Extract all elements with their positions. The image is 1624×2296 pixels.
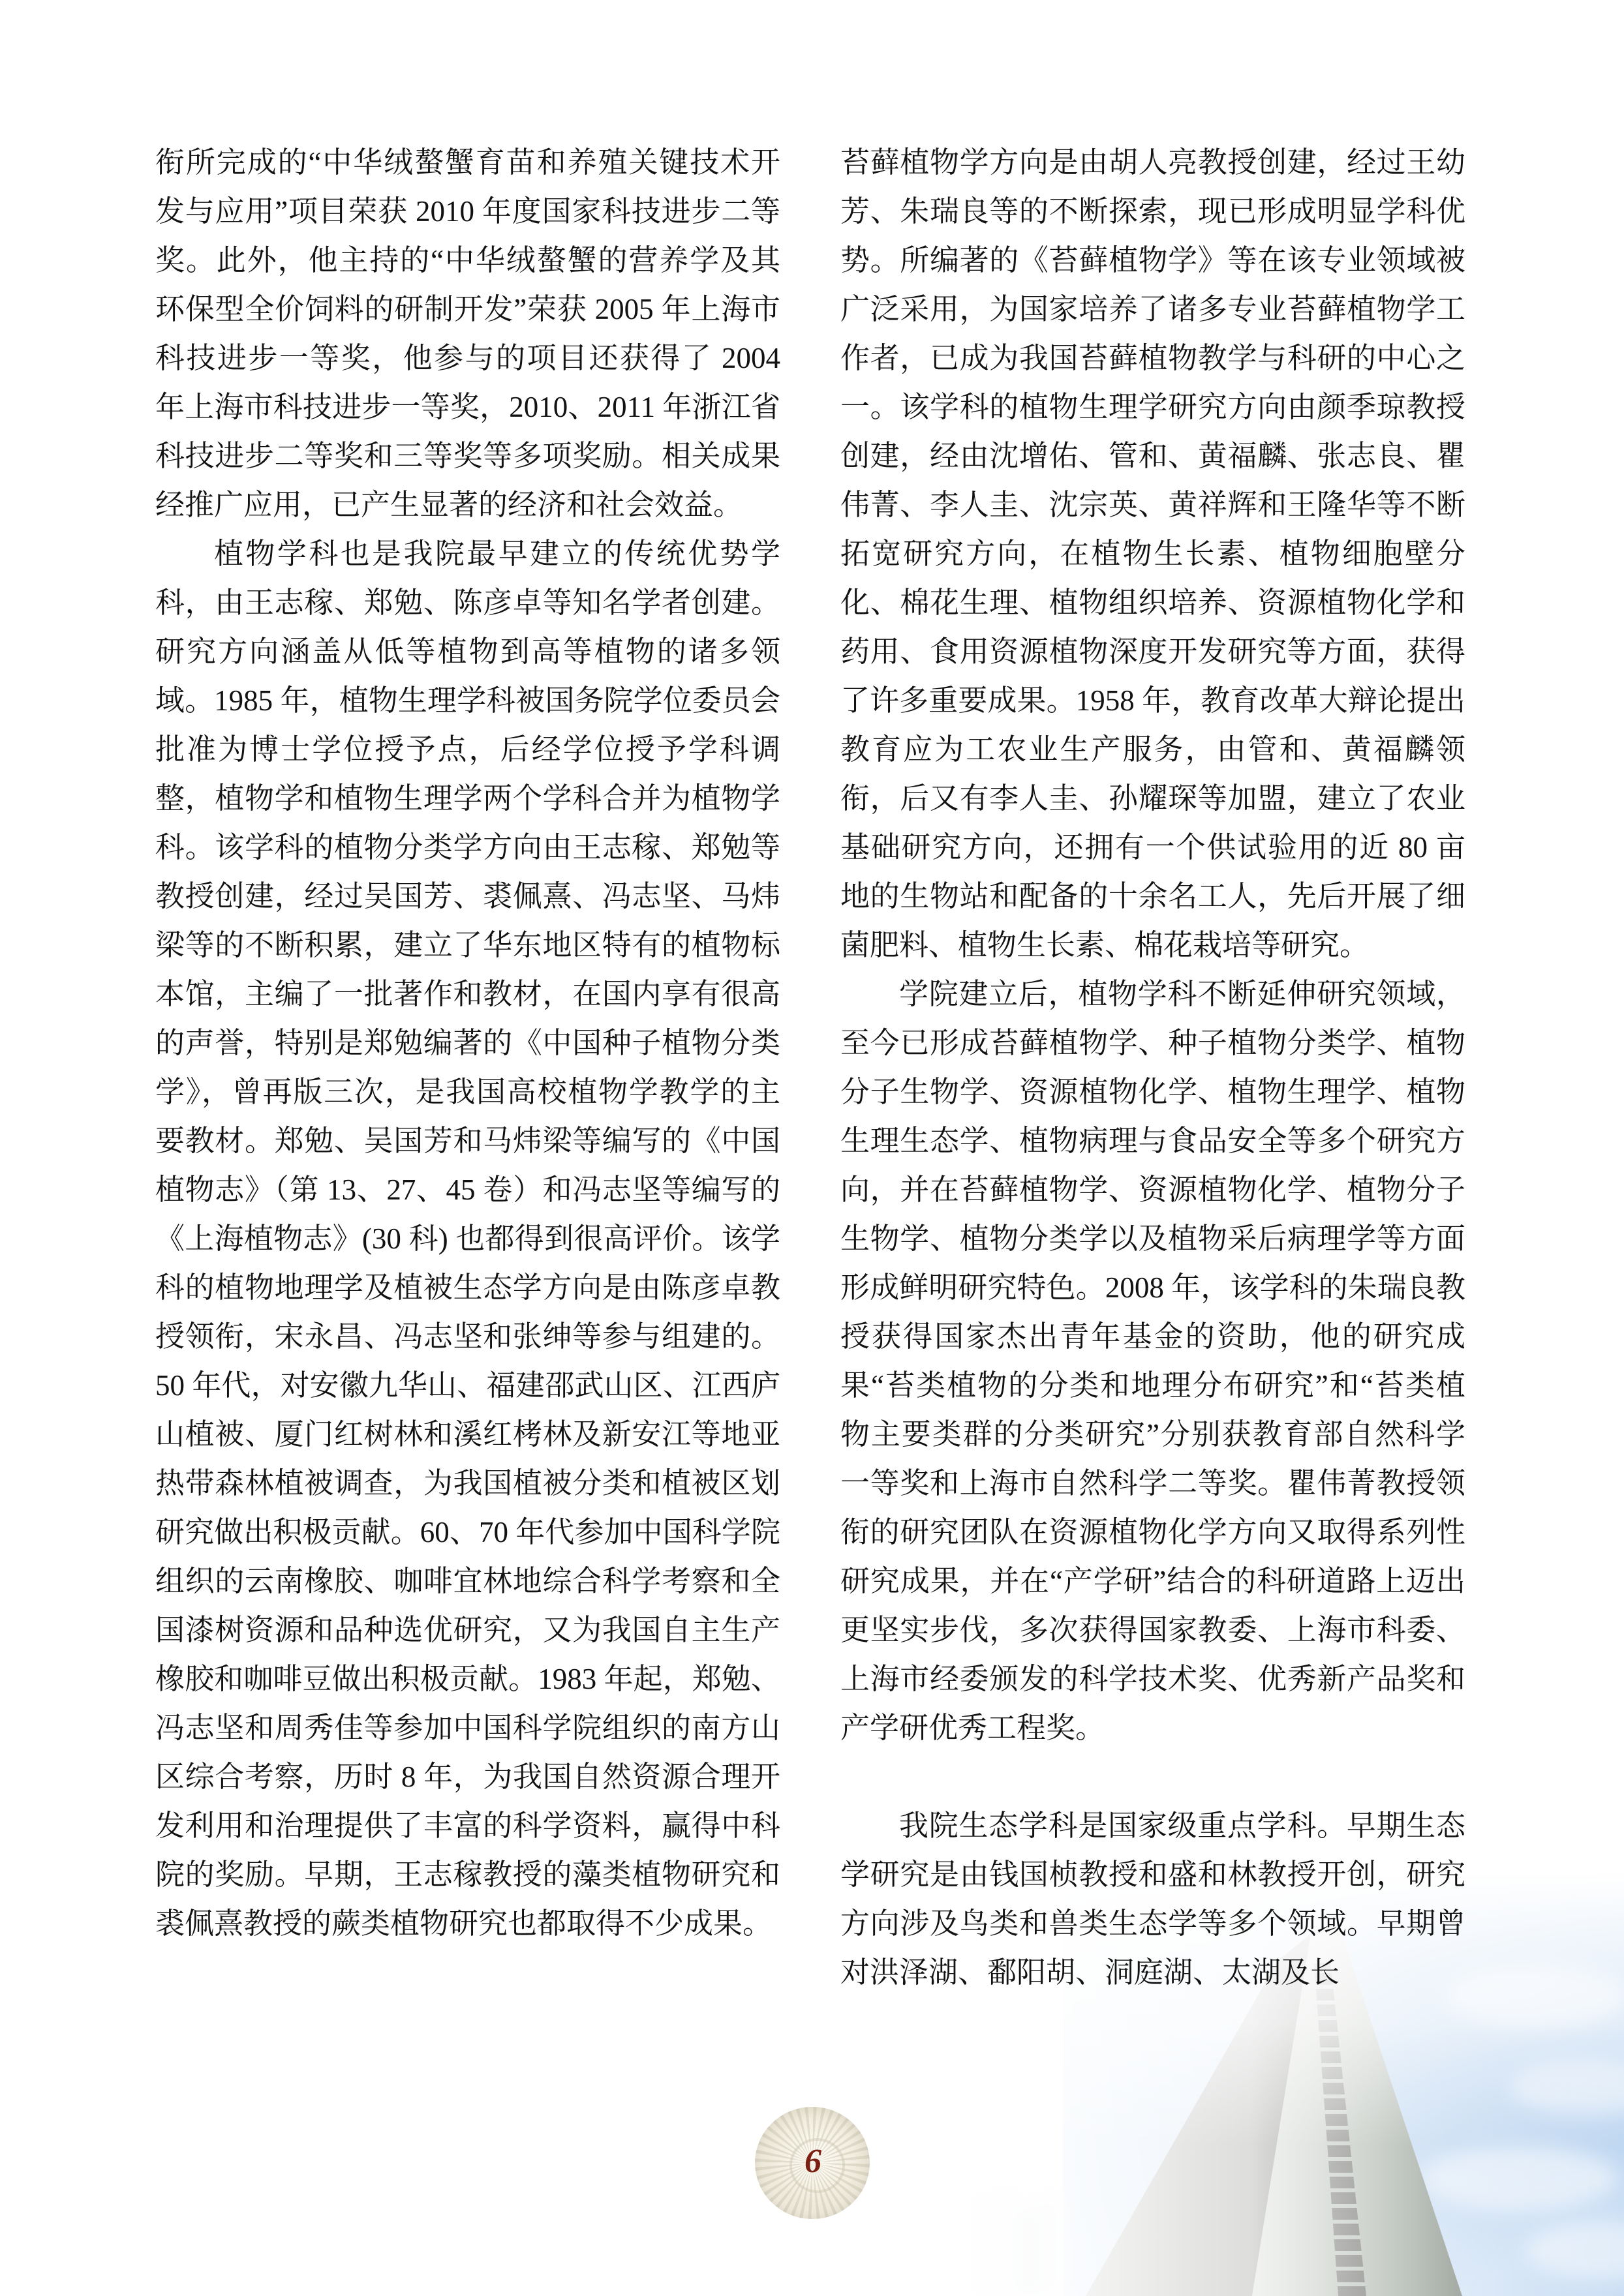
page-number: 6 <box>804 2143 822 2181</box>
paragraph: 植物学科也是我院最早建立的传统优势学科，由王志稼、郑勉、陈彦卓等知名学者创建。研究方向涵盖从低等植物到高等植物的诸多领域。1985 年，植物生理学科被国务院学位委员会批准为博士学位授予点，后经学位授予学科调整，植物学和植物生理学两个学科合并为植物学科。该学科的植物分类学方向由王志稼、郑勉等教授创建，经过吴国芳、裘佩熹、冯志坚、马炜梁等的不断积累，建立了华东地区特有的植物标本馆，主编了一批著作和教材，在国内享有很高的声誉，特别是郑勉编著的《中国种子植物分类学》，曾再版三次，是我国高校植物学教学的主要教材。郑勉、吴国芳和马炜梁等编写的《中国植物志》（第 13、27、45 卷）和冯志坚等编写的《上海植物志》(30 科) 也都得到很高评价。该学科的植物地理学及植被生态学方向是由陈彦卓教授领衔，宋永昌、冯志坚和张绅等参与组建的。50 年代，对安徽九华山、福建邵武山区、江西庐山植被、厦门红树林和溪红栲林及新安江等地亚热带森林植被调查，为我国植被分类和植被区划研究做出积极贡献。60、70 年代参加中国科学院组织的云南橡胶、咖啡宜林地综合科学考察和全国漆树资源和品种选优研究，又为我国自主生产橡胶和咖啡豆做出积极贡献。1983 年起，郑勉、冯志坚和周秀佳等参加中国科学院组织的南方山区综合考察，历时 8 年，为我国自然资源合理开发利用和治理提供了丰富的科学资料，赢得中科院的奖励。早期，王志稼教授的藻类植物研究和裘佩熹教授的蕨类植物研究也都取得不少成果。 <box>155 537 780 1940</box>
text-column-right <box>840 138 1465 1997</box>
ammonite-shell-icon <box>755 2107 870 2219</box>
paragraph: 学院建立后，植物学科不断延伸研究领域，至今已形成苔藓植物学、种子植物分类学、植物分子生物学、资源植物化学、植物生理学、植物生理生态学、植物病理与食品安全等多个研究方向，并在苔藓植物学、资源植物化学、植物分子生物学、植物分类学以及植物采后病理学等方面形成鲜明研究特色。2008 年，该学科的朱瑞良教授获得国家杰出青年基金的资助，他的研究成果“苔类植物的分类和地理分布研究”和“苔类植物主要类群的分类研究”分别获教育部自然科学一等奖和上海市自然科学二等奖。瞿伟菁教授领衔的研究团队在资源植物化学方向又取得系列性研究成果，并在“产学研”结合的科研道路上迈出更坚实步伐，多次获得国家教委、上海市科委、上海市经委颁发的科学技术奖、优秀新产品奖和产学研优秀工程奖。 <box>840 978 1465 1744</box>
paragraph: 衔所完成的“中华绒螯蟹育苗和养殖关键技术开发与应用”项目荣获 2010 年度国家科技进步二等奖。此外，他主持的“中华绒螯蟹的营养学及其环保型全价饲料的研制开发”荣获 2005 年上海市科技进步一等奖，他参与的项目还获得了 2004 年上海市科技进步一等奖，2010、2011 年浙江省科技进步二等奖和三等奖等多项奖励。相关成果经推广应用，已产生显著的经济和社会效益。 <box>155 146 780 521</box>
paragraph: 我院生态学科是国家级重点学科。早期生态学研究是由钱国桢教授和盛和林教授开创，研究方向涉及鸟类和兽类生态学等多个领域。早期曾对洪泽湖、鄱阳胡、洞庭湖、太湖及长 <box>840 1809 1465 1989</box>
paragraph: 苔藓植物学方向是由胡人亮教授创建，经过王幼芳、朱瑞良等的不断探索，现已形成明显学科优势。所编著的《苔藓植物学》等在该专业领域被广泛采用，为国家培养了诸多专业苔藓植物学工作者，已成为我国苔藓植物教学与科研的中心之一。该学科的植物生理学研究方向由颜季琼教授创建，经由沈增佑、管和、黄福麟、张志良、瞿伟菁、李人圭、沈宗英、黄祥辉和王隆华等不断拓宽研究方向，在植物生长素、植物细胞壁分化、棉花生理、植物组织培养、资源植物化学和药用、食用资源植物深度开发研究等方面，获得了许多重要成果。1958 年，教育改革大辩论提出教育应为工农业生产服务，由管和、黄福麟领衔，后又有李人圭、孙耀琛等加盟，建立了农业基础研究方向，还拥有一个供试验用的近 80 亩地的生物站和配备的十余名工人，先后开展了细菌肥料、植物生长素、棉花栽培等研究。 <box>840 146 1465 961</box>
text-column-left <box>155 138 780 1948</box>
